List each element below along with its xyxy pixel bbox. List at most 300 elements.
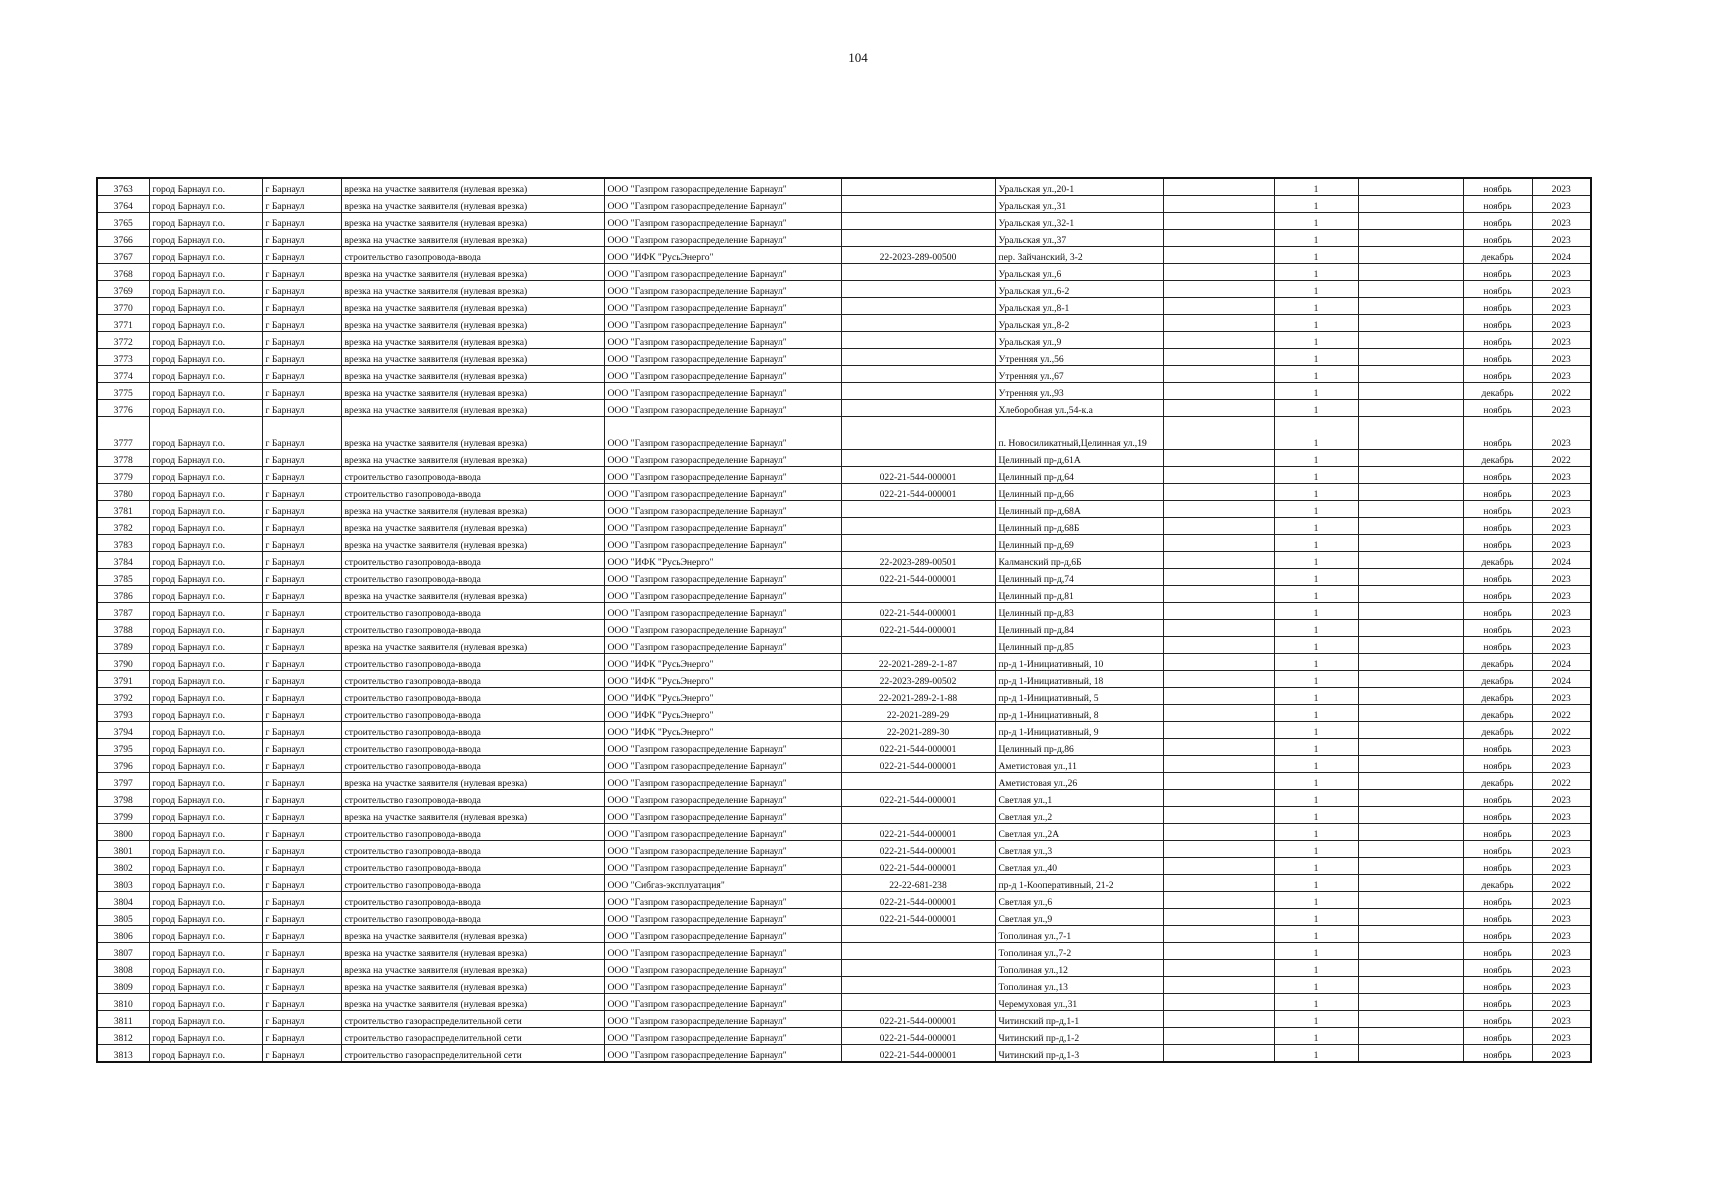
year-cell: 2023 [1532,178,1591,196]
blank-cell [1358,824,1463,841]
table-row [97,450,1591,467]
address-cell: Светлая ул.,9 [995,909,1163,926]
row-number-cell: 3804 [97,892,149,909]
blank-cell [1163,637,1274,654]
address-cell: Хлеборобная ул.,54-к.а [995,400,1163,417]
blank-cell [1358,417,1463,450]
table-row [97,909,1591,926]
quantity-cell: 1 [1274,943,1358,960]
blank-cell [1358,264,1463,281]
month-cell: ноябрь [1463,467,1532,484]
row-number-cell: 3800 [97,824,149,841]
month-cell: ноябрь [1463,1011,1532,1028]
address-cell: Тополиная ул.,7-2 [995,943,1163,960]
blank-cell [1163,892,1274,909]
municipality-cell: город Барнаул г.о. [149,569,262,586]
year-cell: 2023 [1532,501,1591,518]
work-type-cell: строительство газораспределительной сети [341,1028,604,1045]
permit-number-cell [841,298,995,315]
work-type-cell: строительство газораспределительной сети [341,1045,604,1063]
settlement-cell: г Барнаул [262,739,341,756]
address-cell: пр-д 1-Инициативный, 9 [995,722,1163,739]
work-type-cell: врезка на участке заявителя (нулевая врезка) [341,501,604,518]
month-cell: ноябрь [1463,400,1532,417]
organization-cell: ООО "Газпром газораспределение Барнаул" [604,1011,841,1028]
organization-cell: ООО "Газпром газораспределение Барнаул" [604,518,841,535]
blank-cell [1163,586,1274,603]
permit-number-cell: 022-21-544-000001 [841,824,995,841]
blank-cell [1163,1011,1274,1028]
organization-cell: ООО "Газпром газораспределение Барнаул" [604,790,841,807]
work-type-cell: врезка на участке заявителя (нулевая врезка) [341,315,604,332]
organization-cell: ООО "Газпром газораспределение Барнаул" [604,315,841,332]
settlement-cell: г Барнаул [262,450,341,467]
month-cell: ноябрь [1463,366,1532,383]
blank-cell [1163,518,1274,535]
address-cell: Уральская ул.,37 [995,230,1163,247]
year-cell: 2023 [1532,943,1591,960]
blank-cell [1358,722,1463,739]
quantity-cell: 1 [1274,1045,1358,1063]
quantity-cell: 1 [1274,196,1358,213]
year-cell: 2024 [1532,654,1591,671]
blank-cell [1358,773,1463,790]
row-number-cell: 3777 [97,417,149,450]
municipality-cell: город Барнаул г.о. [149,858,262,875]
municipality-cell: город Барнаул г.о. [149,722,262,739]
address-cell: Тополиная ул.,12 [995,960,1163,977]
blank-cell [1358,994,1463,1011]
year-cell: 2023 [1532,892,1591,909]
settlement-cell: г Барнаул [262,722,341,739]
blank-cell [1358,637,1463,654]
blank-cell [1358,739,1463,756]
year-cell: 2022 [1532,383,1591,400]
year-cell: 2023 [1532,1011,1591,1028]
settlement-cell: г Барнаул [262,383,341,400]
address-cell: Утренняя ул.,93 [995,383,1163,400]
gasification-register-table [96,177,1592,1063]
row-number-cell: 3772 [97,332,149,349]
organization-cell: ООО "Газпром газораспределение Барнаул" [604,960,841,977]
month-cell: ноябрь [1463,960,1532,977]
table-row [97,298,1591,315]
table-row [97,383,1591,400]
municipality-cell: город Барнаул г.о. [149,739,262,756]
municipality-cell: город Барнаул г.о. [149,807,262,824]
organization-cell: ООО "Газпром газораспределение Барнаул" [604,841,841,858]
blank-cell [1358,315,1463,332]
year-cell: 2023 [1532,332,1591,349]
month-cell: ноябрь [1463,841,1532,858]
quantity-cell: 1 [1274,722,1358,739]
month-cell: ноябрь [1463,637,1532,654]
blank-cell [1358,383,1463,400]
row-number-cell: 3788 [97,620,149,637]
organization-cell: ООО "ИФК "РусьЭнерго" [604,552,841,569]
quantity-cell: 1 [1274,875,1358,892]
municipality-cell: город Барнаул г.о. [149,1011,262,1028]
permit-number-cell [841,926,995,943]
row-number-cell: 3779 [97,467,149,484]
work-type-cell: врезка на участке заявителя (нулевая врезка) [341,298,604,315]
month-cell: ноябрь [1463,739,1532,756]
month-cell: ноябрь [1463,569,1532,586]
quantity-cell: 1 [1274,756,1358,773]
blank-cell [1358,671,1463,688]
permit-number-cell [841,417,995,450]
address-cell: пр-д 1-Инициативный, 10 [995,654,1163,671]
municipality-cell: город Барнаул г.о. [149,637,262,654]
row-number-cell: 3776 [97,400,149,417]
table-row [97,400,1591,417]
organization-cell: ООО "ИФК "РусьЭнерго" [604,671,841,688]
settlement-cell: г Барнаул [262,1028,341,1045]
table-row [97,994,1591,1011]
table-row [97,977,1591,994]
settlement-cell: г Барнаул [262,858,341,875]
address-cell: Целинный пр-д,61А [995,450,1163,467]
table-row [97,1045,1591,1063]
year-cell: 2023 [1532,926,1591,943]
work-type-cell: строительство газопровода-ввода [341,484,604,501]
permit-number-cell [841,281,995,298]
row-number-cell: 3802 [97,858,149,875]
quantity-cell: 1 [1274,467,1358,484]
blank-cell [1358,807,1463,824]
blank-cell [1358,230,1463,247]
work-type-cell: врезка на участке заявителя (нулевая врезка) [341,586,604,603]
settlement-cell: г Барнаул [262,552,341,569]
work-type-cell: строительство газопровода-ввода [341,892,604,909]
organization-cell: ООО "Газпром газораспределение Барнаул" [604,943,841,960]
quantity-cell: 1 [1274,909,1358,926]
settlement-cell: г Барнаул [262,790,341,807]
settlement-cell: г Барнаул [262,501,341,518]
blank-cell [1163,450,1274,467]
table-row [97,1028,1591,1045]
blank-cell [1358,688,1463,705]
blank-cell [1163,977,1274,994]
blank-cell [1163,756,1274,773]
blank-cell [1163,773,1274,790]
address-cell: Целинный пр-д,66 [995,484,1163,501]
settlement-cell: г Барнаул [262,281,341,298]
month-cell: ноябрь [1463,790,1532,807]
permit-number-cell: 022-21-544-000001 [841,603,995,620]
work-type-cell: строительство газопровода-ввода [341,756,604,773]
quantity-cell: 1 [1274,739,1358,756]
settlement-cell: г Барнаул [262,196,341,213]
quantity-cell: 1 [1274,535,1358,552]
organization-cell: ООО "Газпром газораспределение Барнаул" [604,264,841,281]
month-cell: декабрь [1463,875,1532,892]
blank-cell [1358,841,1463,858]
year-cell: 2023 [1532,366,1591,383]
municipality-cell: город Барнаул г.о. [149,417,262,450]
permit-number-cell: 22-2021-289-2-1-87 [841,654,995,671]
settlement-cell: г Барнаул [262,620,341,637]
year-cell: 2022 [1532,875,1591,892]
row-number-cell: 3793 [97,705,149,722]
address-cell: Светлая ул.,40 [995,858,1163,875]
blank-cell [1163,552,1274,569]
permit-number-cell [841,366,995,383]
address-cell: Светлая ул.,3 [995,841,1163,858]
permit-number-cell [841,977,995,994]
blank-cell [1163,366,1274,383]
blank-cell [1163,569,1274,586]
blank-cell [1163,484,1274,501]
table-body [97,178,1591,1062]
permit-number-cell [841,773,995,790]
work-type-cell: строительство газопровода-ввода [341,824,604,841]
work-type-cell: врезка на участке заявителя (нулевая врезка) [341,535,604,552]
table-row [97,535,1591,552]
blank-cell [1163,298,1274,315]
row-number-cell: 3796 [97,756,149,773]
year-cell: 2022 [1532,705,1591,722]
organization-cell: ООО "Газпром газораспределение Барнаул" [604,1028,841,1045]
organization-cell: ООО "Газпром газораспределение Барнаул" [604,824,841,841]
year-cell: 2023 [1532,841,1591,858]
settlement-cell: г Барнаул [262,994,341,1011]
year-cell: 2023 [1532,909,1591,926]
month-cell: ноябрь [1463,807,1532,824]
organization-cell: ООО "Газпром газораспределение Барнаул" [604,366,841,383]
blank-cell [1163,824,1274,841]
permit-number-cell [841,332,995,349]
work-type-cell: врезка на участке заявителя (нулевая врезка) [341,450,604,467]
permit-number-cell: 22-2023-289-00500 [841,247,995,264]
work-type-cell: врезка на участке заявителя (нулевая врезка) [341,807,604,824]
address-cell: Читинский пр-д,1-3 [995,1045,1163,1063]
table-row [97,332,1591,349]
blank-cell [1163,467,1274,484]
table-row [97,756,1591,773]
quantity-cell: 1 [1274,281,1358,298]
month-cell: ноябрь [1463,535,1532,552]
row-number-cell: 3769 [97,281,149,298]
municipality-cell: город Барнаул г.о. [149,264,262,281]
quantity-cell: 1 [1274,450,1358,467]
blank-cell [1358,926,1463,943]
organization-cell: ООО "Газпром газораспределение Барнаул" [604,637,841,654]
year-cell: 2023 [1532,417,1591,450]
address-cell: Целинный пр-д,85 [995,637,1163,654]
quantity-cell: 1 [1274,773,1358,790]
quantity-cell: 1 [1274,332,1358,349]
blank-cell [1163,603,1274,620]
row-number-cell: 3774 [97,366,149,383]
organization-cell: ООО "Газпром газораспределение Барнаул" [604,858,841,875]
month-cell: ноябрь [1463,213,1532,230]
settlement-cell: г Барнаул [262,1011,341,1028]
settlement-cell: г Барнаул [262,977,341,994]
work-type-cell: строительство газопровода-ввода [341,739,604,756]
address-cell: пер. Зайчанский, 3-2 [995,247,1163,264]
permit-number-cell [841,637,995,654]
table-row [97,417,1591,450]
municipality-cell: город Барнаул г.о. [149,315,262,332]
organization-cell: ООО "Газпром газораспределение Барнаул" [604,569,841,586]
month-cell: декабрь [1463,688,1532,705]
month-cell: ноябрь [1463,1045,1532,1063]
settlement-cell: г Барнаул [262,688,341,705]
municipality-cell: город Барнаул г.о. [149,552,262,569]
year-cell: 2023 [1532,960,1591,977]
settlement-cell: г Барнаул [262,535,341,552]
row-number-cell: 3810 [97,994,149,1011]
blank-cell [1163,858,1274,875]
settlement-cell: г Барнаул [262,366,341,383]
blank-cell [1163,247,1274,264]
year-cell: 2023 [1532,484,1591,501]
work-type-cell: строительство газопровода-ввода [341,722,604,739]
municipality-cell: город Барнаул г.о. [149,909,262,926]
table-row [97,875,1591,892]
work-type-cell: строительство газопровода-ввода [341,790,604,807]
settlement-cell: г Барнаул [262,586,341,603]
blank-cell [1163,739,1274,756]
blank-cell [1163,349,1274,366]
work-type-cell: строительство газопровода-ввода [341,688,604,705]
table-row [97,960,1591,977]
address-cell: Уральская ул.,6 [995,264,1163,281]
year-cell: 2023 [1532,688,1591,705]
settlement-cell: г Барнаул [262,875,341,892]
permit-number-cell: 022-21-544-000001 [841,909,995,926]
quantity-cell: 1 [1274,926,1358,943]
address-cell: Тополиная ул.,7-1 [995,926,1163,943]
month-cell: ноябрь [1463,518,1532,535]
municipality-cell: город Барнаул г.о. [149,298,262,315]
permit-number-cell [841,518,995,535]
row-number-cell: 3781 [97,501,149,518]
year-cell: 2023 [1532,824,1591,841]
settlement-cell: г Барнаул [262,298,341,315]
month-cell: ноябрь [1463,603,1532,620]
work-type-cell: строительство газопровода-ввода [341,654,604,671]
address-cell: Утренняя ул.,67 [995,366,1163,383]
month-cell: ноябрь [1463,230,1532,247]
blank-cell [1163,926,1274,943]
blank-cell [1163,671,1274,688]
row-number-cell: 3791 [97,671,149,688]
table-row [97,943,1591,960]
permit-number-cell: 022-21-544-000001 [841,739,995,756]
blank-cell [1163,943,1274,960]
blank-cell [1358,281,1463,298]
work-type-cell: врезка на участке заявителя (нулевая врезка) [341,196,604,213]
organization-cell: ООО "Газпром газораспределение Барнаул" [604,926,841,943]
month-cell: ноябрь [1463,977,1532,994]
row-number-cell: 3773 [97,349,149,366]
quantity-cell: 1 [1274,178,1358,196]
address-cell: Светлая ул.,2А [995,824,1163,841]
quantity-cell: 1 [1274,569,1358,586]
row-number-cell: 3805 [97,909,149,926]
row-number-cell: 3808 [97,960,149,977]
table-row [97,196,1591,213]
municipality-cell: город Барнаул г.о. [149,467,262,484]
blank-cell [1358,1045,1463,1063]
table-row [97,484,1591,501]
settlement-cell: г Барнаул [262,247,341,264]
work-type-cell: строительство газопровода-ввода [341,620,604,637]
table-row [97,603,1591,620]
blank-cell [1163,722,1274,739]
address-cell: Целинный пр-д,68Б [995,518,1163,535]
work-type-cell: врезка на участке заявителя (нулевая врезка) [341,773,604,790]
blank-cell [1163,960,1274,977]
year-cell: 2023 [1532,1028,1591,1045]
municipality-cell: город Барнаул г.о. [149,196,262,213]
table-row [97,926,1591,943]
settlement-cell: г Барнаул [262,926,341,943]
settlement-cell: г Барнаул [262,518,341,535]
row-number-cell: 3785 [97,569,149,586]
blank-cell [1163,213,1274,230]
quantity-cell: 1 [1274,807,1358,824]
settlement-cell: г Барнаул [262,960,341,977]
year-cell: 2023 [1532,400,1591,417]
blank-cell [1358,349,1463,366]
work-type-cell: строительство газопровода-ввода [341,247,604,264]
permit-number-cell [841,264,995,281]
row-number-cell: 3799 [97,807,149,824]
settlement-cell: г Барнаул [262,417,341,450]
work-type-cell: врезка на участке заявителя (нулевая врезка) [341,960,604,977]
permit-number-cell [841,230,995,247]
quantity-cell: 1 [1274,230,1358,247]
settlement-cell: г Барнаул [262,484,341,501]
organization-cell: ООО "Газпром газораспределение Барнаул" [604,383,841,400]
organization-cell: ООО "Газпром газораспределение Барнаул" [604,281,841,298]
settlement-cell: г Барнаул [262,569,341,586]
year-cell: 2023 [1532,620,1591,637]
blank-cell [1358,620,1463,637]
permit-number-cell: 022-21-544-000001 [841,841,995,858]
table-row [97,671,1591,688]
year-cell: 2023 [1532,196,1591,213]
quantity-cell: 1 [1274,1011,1358,1028]
work-type-cell: врезка на участке заявителя (нулевая врезка) [341,332,604,349]
work-type-cell: строительство газопровода-ввода [341,569,604,586]
address-cell: пр-д 1-Инициативный, 18 [995,671,1163,688]
permit-number-cell [841,535,995,552]
settlement-cell: г Барнаул [262,349,341,366]
work-type-cell: врезка на участке заявителя (нулевая врезка) [341,518,604,535]
municipality-cell: город Барнаул г.о. [149,332,262,349]
permit-number-cell: 22-2021-289-30 [841,722,995,739]
year-cell: 2023 [1532,977,1591,994]
quantity-cell: 1 [1274,315,1358,332]
table-row [97,552,1591,569]
blank-cell [1163,875,1274,892]
blank-cell [1163,501,1274,518]
permit-number-cell [841,349,995,366]
quantity-cell: 1 [1274,654,1358,671]
settlement-cell: г Барнаул [262,230,341,247]
month-cell: ноябрь [1463,620,1532,637]
blank-cell [1358,1011,1463,1028]
row-number-cell: 3795 [97,739,149,756]
organization-cell: ООО "Газпром газораспределение Барнаул" [604,178,841,196]
municipality-cell: город Барнаул г.о. [149,620,262,637]
year-cell: 2023 [1532,586,1591,603]
address-cell: Уральская ул.,9 [995,332,1163,349]
